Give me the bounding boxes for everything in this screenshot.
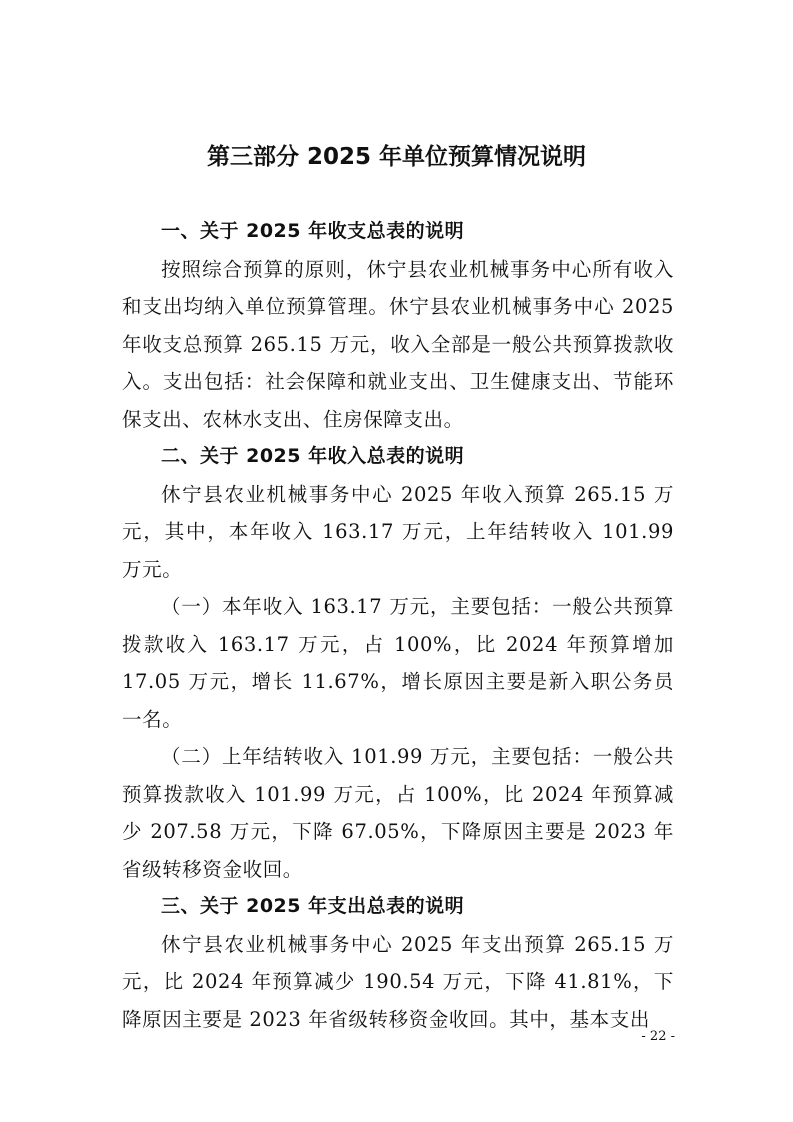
section-2-paragraph-1: 休宁县农业机械事务中心 2025 年收入预算 265.15 万元，其中，本年收入 163.17 万元，上年结转收入 101.99 万元。 bbox=[122, 482, 674, 581]
section-heading-2: 二、关于 2025 年收入总表的说明 bbox=[161, 445, 465, 467]
page-number: - 22 - bbox=[641, 1029, 675, 1044]
section-2-paragraph-3: （二）上年结转收入 101.99 万元，主要包括：一般公共预算拨款收入 101.99 万元，占 100%，比 2024 年预算减少 207.58 万元，下降 67.05%，下降原因主要是 2023 年省级转移资金收回。 bbox=[122, 745, 674, 881]
section-heading-3: 三、关于 2025 年支出总表的说明 bbox=[161, 895, 465, 917]
document-body bbox=[122, 213, 674, 1038]
page-title: 第三部分 2025 年单位预算情况说明 bbox=[206, 144, 587, 170]
section-2-paragraph-2: （一）本年收入 163.17 万元，主要包括：一般公共预算拨款收入 163.17 万元，占 100%，比 2024 年预算增加 17.05 万元，增长 11.67%，增长原因主要是新入职公务员一名。 bbox=[122, 595, 674, 731]
section-1-paragraph-1: 按照综合预算的原则，休宁县农业机械事务中心所有收入和支出均纳入单位预算管理。休宁县农业机械事务中心 2025 年收支总预算 265.15 万元，收入全部是一般公共预算拨款收入。支出包括：社会保障和就业支出、卫生健康支出、节能环保支出、农林水支出、住房保障支出。 bbox=[122, 257, 674, 431]
section-heading-1: 一、关于 2025 年收支总表的说明 bbox=[161, 220, 465, 242]
section-3-paragraph-1: 休宁县农业机械事务中心 2025 年支出预算 265.15 万元，比 2024 年预算减少 190.54 万元，下降 41.81%，下降原因主要是 2023 年省级转移资金收回。其中，基本支出 bbox=[122, 932, 674, 1031]
